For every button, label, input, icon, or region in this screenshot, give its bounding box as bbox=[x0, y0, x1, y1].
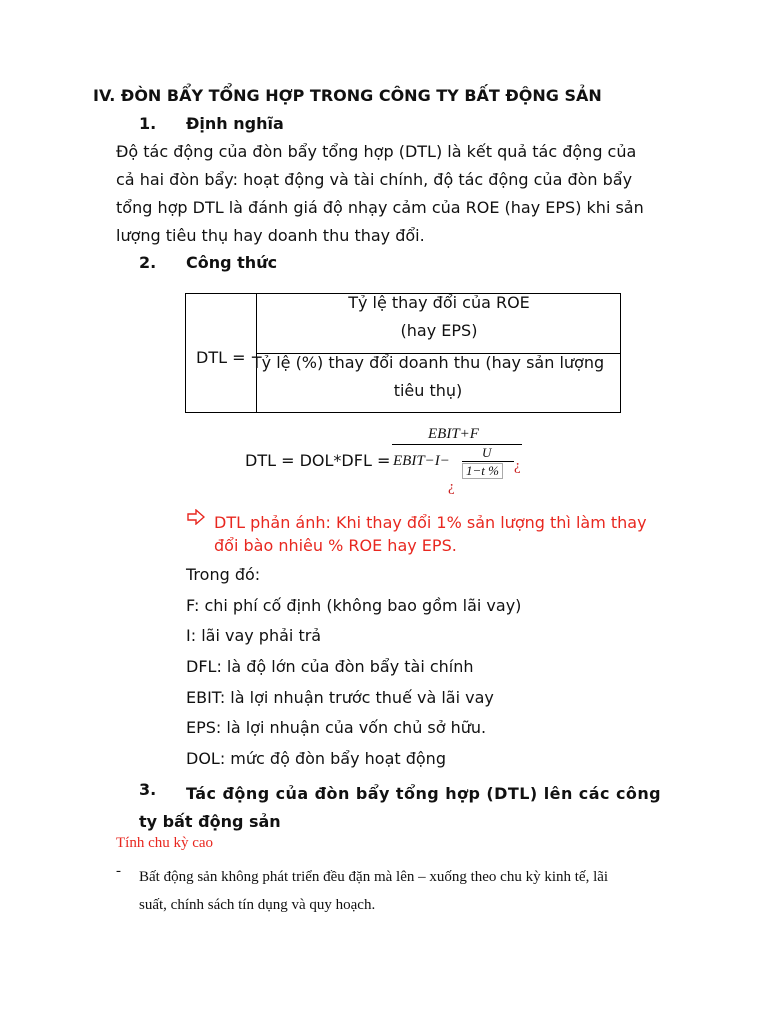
where-item: I: lãi vay phải trả bbox=[186, 626, 322, 645]
section-title: IV. ĐÒN BẨY TỔNG HỢP TRONG CÔNG TY BẤT ĐỘNG SẢN bbox=[93, 86, 602, 105]
sub2-number: 2. bbox=[139, 253, 157, 272]
numerator-line: (hay EPS) bbox=[400, 321, 478, 340]
formula-denominator-left: EBIT−I− bbox=[393, 453, 450, 469]
where-intro: Trong đó: bbox=[186, 565, 261, 584]
numerator-line: Tỷ lệ thay đổi của ROE bbox=[348, 293, 530, 312]
table-denominator bbox=[236, 349, 620, 405]
sub2-title: Công thức bbox=[186, 253, 278, 272]
bullet-dash: - bbox=[116, 863, 121, 879]
note-line: đổi bào nhiêu % ROE hay EPS. bbox=[214, 536, 457, 555]
arrow-right-outline-icon bbox=[187, 509, 205, 525]
sub3-number: 3. bbox=[139, 780, 157, 799]
formula-numerator: EBIT+F bbox=[428, 426, 479, 442]
where-item: EBIT: là lợi nhuận trước thuế và lãi vay bbox=[186, 688, 494, 707]
definition-line: lượng tiêu thụ hay doanh thu thay đổi. bbox=[116, 226, 425, 245]
denominator-line: tiêu thụ) bbox=[393, 381, 463, 400]
where-item: EPS: là lợi nhuận của vốn chủ sở hữu. bbox=[186, 718, 487, 737]
fraction-bar bbox=[392, 444, 522, 445]
note-line: DTL phản ánh: Khi thay đổi 1% sản lượng thì làm thay bbox=[214, 513, 647, 532]
formula-lhs: DTL = DOL*DFL = bbox=[245, 451, 391, 470]
definition-paragraph bbox=[116, 138, 676, 250]
inner-fraction-bar bbox=[462, 461, 514, 462]
sub1-number: 1. bbox=[139, 114, 157, 133]
cycle-text bbox=[139, 863, 699, 919]
sub3-title bbox=[139, 780, 679, 836]
definition-line: tổng hợp DTL là đánh giá độ nhạy cảm của ROE (hay EPS) khi sản bbox=[116, 198, 644, 217]
definition-line: cả hai đòn bẩy: hoạt động và tài chính, độ tác động của đòn bẩy bbox=[116, 170, 633, 189]
note-text bbox=[214, 511, 647, 557]
artifact-mark: ¿ bbox=[514, 458, 521, 474]
cycle-line: suất, chính sách tín dụng và quy hoạch. bbox=[139, 897, 376, 913]
artifact-mark: ¿ bbox=[448, 479, 455, 495]
dtl-formula-table bbox=[185, 293, 621, 413]
inner-numerator: U bbox=[482, 445, 492, 460]
where-item: DFL: là độ lớn của đòn bẩy tài chính bbox=[186, 657, 474, 676]
sub3-title-line: Tác động của đòn bẩy tổng hợp (DTL) lên các công bbox=[186, 784, 662, 803]
formula-fraction bbox=[390, 425, 525, 500]
inner-denominator: 1−t % bbox=[462, 463, 503, 479]
table-label: DTL = bbox=[196, 348, 246, 367]
denominator-line: Tỷ lệ (%) thay đổi doanh thu (hay sản lượng bbox=[251, 353, 605, 372]
definition-line: Độ tác động của đòn bẩy tổng hợp (DTL) là kết quả tác động của bbox=[116, 142, 637, 161]
cycle-title: Tính chu kỳ cao bbox=[116, 835, 214, 851]
where-item: F: chi phí cố định (không bao gồm lãi vay) bbox=[186, 596, 522, 615]
sub3-title-line: ty bất động sản bbox=[139, 812, 281, 831]
sub1-title: Định nghĩa bbox=[186, 114, 284, 133]
cycle-line: Bất động sản không phát triển đều đặn mà lên – xuống theo chu kỳ kinh tế, lãi bbox=[139, 869, 609, 885]
where-item: DOL: mức độ đòn bẩy hoạt động bbox=[186, 749, 446, 768]
table-numerator bbox=[258, 289, 620, 345]
